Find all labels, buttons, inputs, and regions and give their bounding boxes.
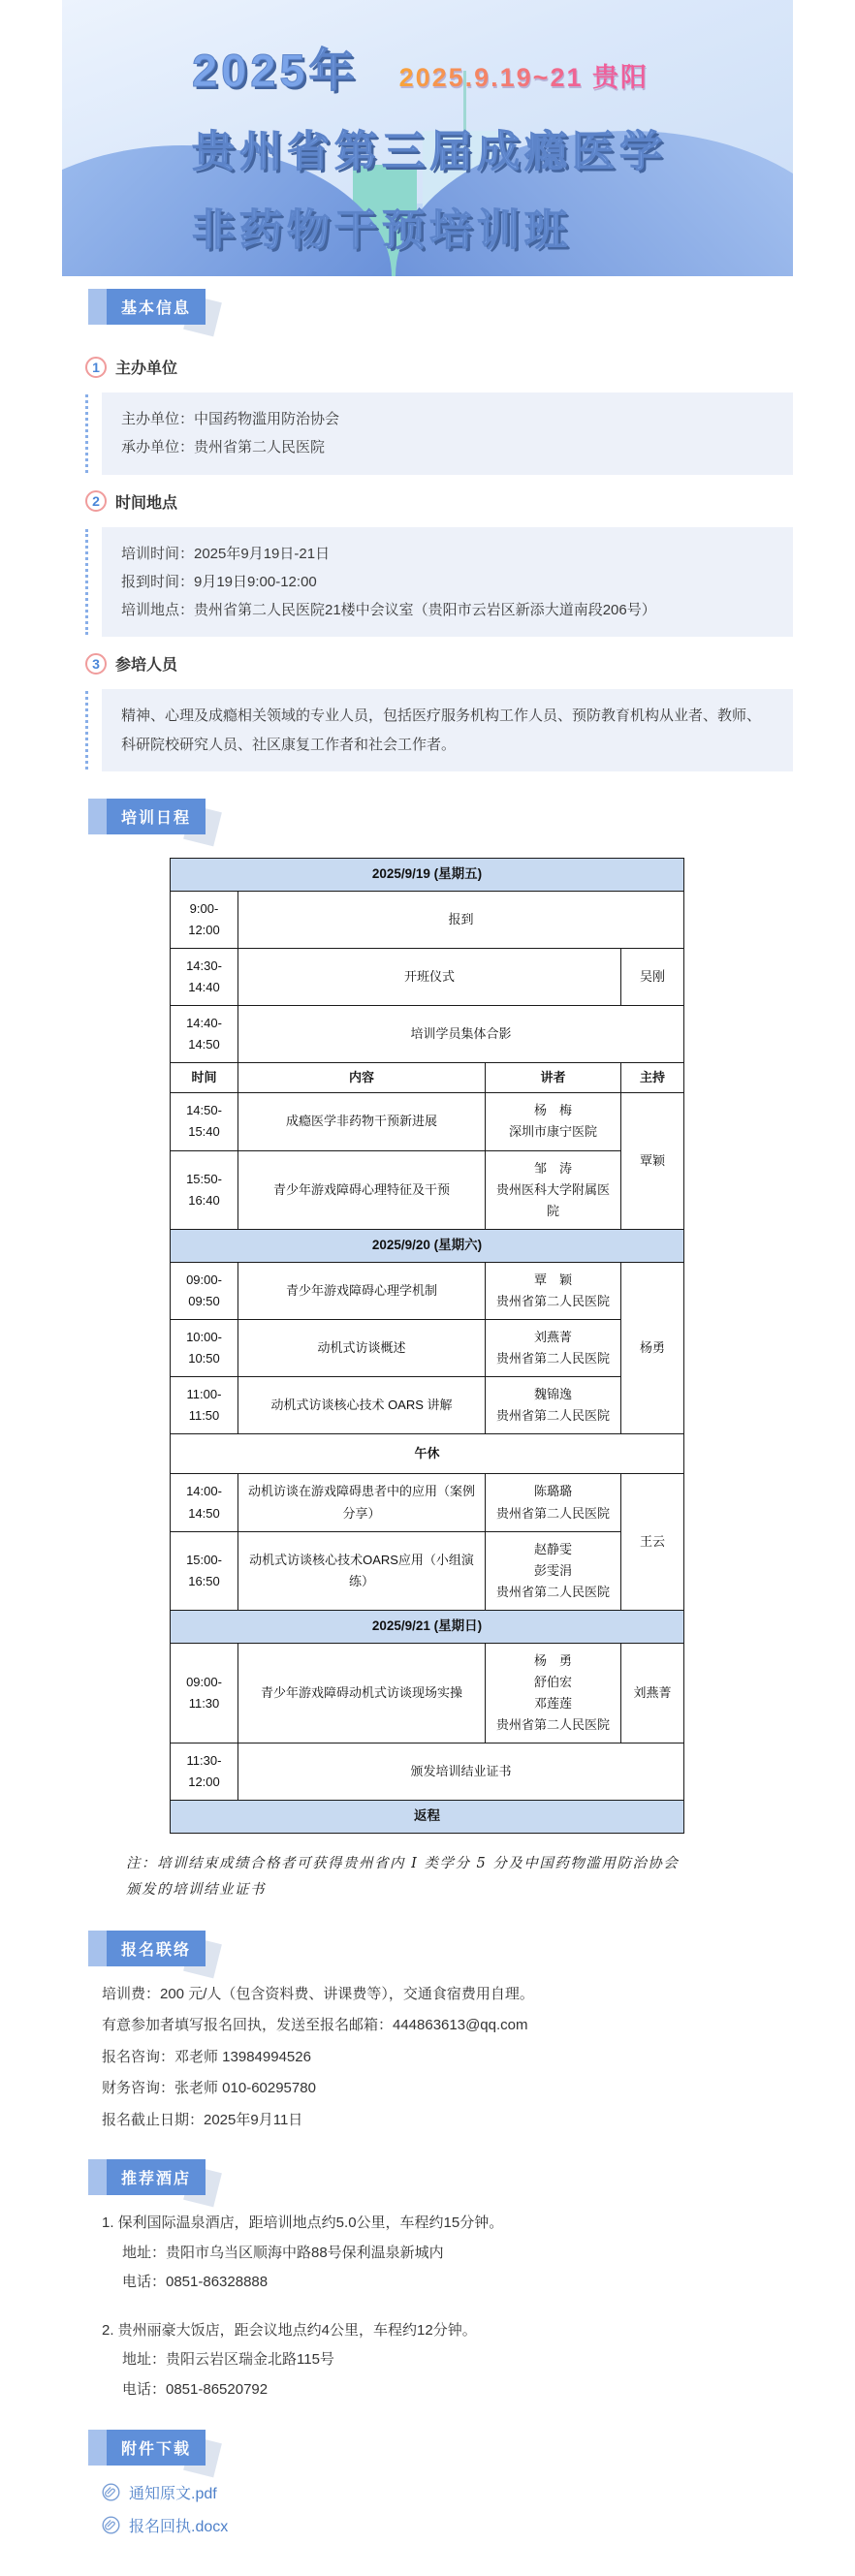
- schedule-cell: 动机式访谈概述: [238, 1319, 486, 1376]
- schedule-row: [171, 1434, 684, 1474]
- section-schedule: [62, 799, 793, 1903]
- schedule-row: [171, 1150, 684, 1229]
- schedule-cell: 青少年游戏障碍心理特征及干预: [238, 1150, 486, 1229]
- schedule-cell: 15:00-16:50: [171, 1531, 238, 1610]
- attachments-badge: [88, 2430, 206, 2466]
- schedule-row: [171, 1229, 684, 1262]
- schedule-cell: 14:40-14:50: [171, 1006, 238, 1063]
- hotel-item: [102, 2211, 793, 2295]
- schedule-row: [171, 1006, 684, 1063]
- schedule-cell: 报到: [238, 891, 684, 948]
- schedule-row: [171, 1474, 684, 1531]
- schedule-cell: 青少年游戏障碍心理学机制: [238, 1262, 486, 1319]
- schedule-row: [171, 1801, 684, 1834]
- hotel-line: 地址：贵阳云岩区瑞金北路115号: [122, 2351, 334, 2369]
- schedule-cell: 主持: [621, 1063, 684, 1093]
- schedule-cell: 杨 梅 深圳市康宁医院: [486, 1093, 621, 1150]
- attachment-link[interactable]: [102, 2514, 793, 2536]
- schedule-cell: 吴刚: [621, 948, 684, 1005]
- badge-strip: [88, 2159, 107, 2195]
- hotel-item: [102, 2318, 793, 2403]
- paperclip-icon: [102, 2483, 120, 2501]
- group-heading: [85, 490, 793, 513]
- schedule-badge-label: 培训日程: [107, 799, 206, 834]
- schedule-cell: 动机式访谈核心技术 OARS 讲解: [238, 1377, 486, 1434]
- number-badge-icon: 1: [85, 357, 107, 378]
- basic-info-groups: [62, 356, 793, 771]
- schedule-cell: 魏锦逸 贵州省第二人民医院: [486, 1377, 621, 1434]
- group-heading: [85, 356, 793, 378]
- schedule-cell: 王云: [621, 1474, 684, 1610]
- group-heading: [85, 652, 793, 675]
- info-line: 培训时间：2025年9月19日-21日: [121, 545, 331, 562]
- schedule-cell: 午休: [171, 1434, 684, 1474]
- info-box: [102, 393, 793, 475]
- attachments-badge-label: 附件下载: [107, 2430, 206, 2466]
- schedule-day-header-cell: 2025/9/20 (星期六): [171, 1229, 684, 1262]
- schedule-cell: 开班仪式: [238, 948, 621, 1005]
- attachment-list: [62, 2481, 793, 2536]
- banner: [62, 0, 793, 276]
- info-box: [102, 689, 793, 771]
- schedule-row: [171, 891, 684, 948]
- schedule-row: [171, 1319, 684, 1376]
- banner-title-line3: 非药物干预培训班: [192, 206, 572, 254]
- schedule-row: [171, 1377, 684, 1434]
- group-title: 参培人员: [115, 657, 178, 675]
- paperclip-icon: [102, 2516, 120, 2534]
- registration-line: 报名咨询：邓老师 13984994526: [102, 2048, 311, 2065]
- schedule-cell: 讲者: [486, 1063, 621, 1093]
- hotel-line: 2. 贵州丽豪大饭店，距会议地点约4公里，车程约12分钟。: [102, 2322, 477, 2340]
- section-registration: [62, 1931, 793, 2133]
- schedule-row: [171, 1093, 684, 1150]
- number-badge-icon: 2: [85, 490, 107, 512]
- schedule-day-header-cell: 2025/9/21 (星期日): [171, 1610, 684, 1643]
- schedule-cell: 09:00-09:50: [171, 1262, 238, 1319]
- group-title: 主办单位: [115, 361, 178, 377]
- section-basic-info: [62, 289, 793, 771]
- schedule-day-header-cell: 2025/9/19 (星期五): [171, 858, 684, 891]
- group-title: 时间地点: [115, 494, 178, 512]
- schedule-cell: 颁发培训结业证书: [238, 1744, 684, 1801]
- hotel-line: 1. 保利国际温泉酒店，距培训地点约5.0公里，车程约15分钟。: [102, 2215, 504, 2232]
- schedule-cell: 动机式访谈核心技术OARS应用（小组演练）: [238, 1531, 486, 1610]
- schedule-cell: 14:30-14:40: [171, 948, 238, 1005]
- schedule-cell: 赵静雯 彭雯涓 贵州省第二人民医院: [486, 1531, 621, 1610]
- badge-strip: [88, 2430, 107, 2466]
- schedule-cell: 11:30-12:00: [171, 1744, 238, 1801]
- schedule-cell: 覃颖: [621, 1093, 684, 1229]
- registration-badge: [88, 1931, 206, 1966]
- hotels-badge-label: 推荐酒店: [107, 2159, 206, 2195]
- schedule-row: [171, 1531, 684, 1610]
- schedule-cell: 刘燕菁 贵州省第二人民医院: [486, 1319, 621, 1376]
- schedule-row: [171, 1610, 684, 1643]
- section-attachments: [62, 2430, 793, 2536]
- schedule-day-header-cell: 返程: [171, 1801, 684, 1834]
- schedule-cell: 覃 颖 贵州省第二人民医院: [486, 1262, 621, 1319]
- info-line: 精神、心理及成瘾相关领域的专业人员，包括医疗服务机构工作人员、预防教育机构从业者、教师、科研院校研究人员、社区康复工作者和社会工作者。: [121, 707, 762, 753]
- info-line: 主办单位：中国药物滥用防治协会: [121, 411, 340, 427]
- schedule-cell: 成瘾医学非药物干预新进展: [238, 1093, 486, 1150]
- badge-strip: [88, 799, 107, 834]
- attachment-link[interactable]: [102, 2481, 793, 2503]
- badge-strip: [88, 1931, 107, 1966]
- schedule-row: [171, 1262, 684, 1319]
- schedule-table: [170, 858, 684, 1835]
- banner-year: 2025年: [192, 45, 359, 96]
- schedule-cell: 14:50-15:40: [171, 1093, 238, 1150]
- registration-line: 财务咨询：张老师 010-60295780: [102, 2080, 316, 2097]
- hotels-badge: [88, 2159, 206, 2195]
- hotel-list: [62, 2211, 793, 2403]
- number-badge-icon: 3: [85, 653, 107, 675]
- banner-titles: [62, 0, 793, 257]
- schedule-row: [171, 1063, 684, 1093]
- registration-line: 有意参加者填写报名回执，发送至报名邮箱：444863613@qq.com: [102, 2017, 528, 2034]
- schedule-note: 注：培训结束成绩合格者可获得贵州省内 Ⅰ 类学分 5 分及中国药物滥用防治协会颁发的培训结业证书: [126, 1856, 680, 1899]
- schedule-cell: 陈璐璐 贵州省第二人民医院: [486, 1474, 621, 1531]
- info-line: 承办单位：贵州省第二人民医院: [121, 439, 326, 456]
- schedule-cell: 时间: [171, 1063, 238, 1093]
- section-hotels: [62, 2159, 793, 2403]
- schedule-cell: 11:00-11:50: [171, 1377, 238, 1434]
- schedule-cell: 杨勇: [621, 1262, 684, 1434]
- badge-strip: [88, 289, 107, 325]
- schedule-row: [171, 1744, 684, 1801]
- schedule-cell: 9:00-12:00: [171, 891, 238, 948]
- attachment-filename[interactable]: 通知原文.pdf: [129, 2485, 217, 2502]
- banner-date-location: 2025.9.19~21 贵阳: [399, 56, 649, 94]
- hotel-line: 电话：0851-86520792: [122, 2380, 269, 2398]
- schedule-cell: 邹 涛 贵州医科大学附属医院: [486, 1150, 621, 1229]
- info-box: [102, 527, 793, 638]
- registration-badge-label: 报名联络: [107, 1931, 206, 1966]
- info-line: 培训地点：贵州省第二人民医院21楼中会议室（贵阳市云岩区新添大道南段206号）: [121, 602, 656, 618]
- schedule-cell: 09:00-11:30: [171, 1643, 238, 1743]
- registration-lines: [62, 1982, 793, 2133]
- notice-page: [62, 0, 793, 2576]
- schedule-row: [171, 948, 684, 1005]
- banner-title-line2: 贵州省第三届成瘾医学: [192, 128, 667, 175]
- info-line: 报到时间：9月19日9:00-12:00: [121, 573, 317, 590]
- schedule-cell: 杨 勇 舒伯宏 邓莲莲 贵州省第二人民医院: [486, 1643, 621, 1743]
- schedule-cell: 14:00-14:50: [171, 1474, 238, 1531]
- schedule-cell: 刘燕菁: [621, 1643, 684, 1743]
- hotel-line: 电话：0851-86328888: [122, 2273, 269, 2290]
- schedule-badge: [88, 799, 206, 834]
- schedule-row: [171, 858, 684, 891]
- schedule-cell: 动机访谈在游戏障碍患者中的应用（案例分享）: [238, 1474, 486, 1531]
- registration-line: 报名截止日期：2025年9月11日: [102, 2111, 303, 2128]
- basic-info-badge-label: 基本信息: [107, 289, 206, 325]
- schedule-cell: 内容: [238, 1063, 486, 1093]
- registration-line: 培训费：200 元/人（包含资料费、讲课费等），交通食宿费用自理。: [102, 1985, 534, 2002]
- schedule-cell: 10:00-10:50: [171, 1319, 238, 1376]
- attachment-filename[interactable]: 报名回执.docx: [129, 2518, 229, 2535]
- basic-info-badge: [88, 289, 206, 325]
- hotel-line: 地址：贵阳市乌当区顺海中路88号保利温泉新城内: [122, 2244, 444, 2261]
- schedule-row: [171, 1643, 684, 1743]
- schedule-cell: 15:50-16:40: [171, 1150, 238, 1229]
- schedule-cell: 青少年游戏障碍动机式访谈现场实操: [238, 1643, 486, 1743]
- schedule-cell: 培训学员集体合影: [238, 1006, 684, 1063]
